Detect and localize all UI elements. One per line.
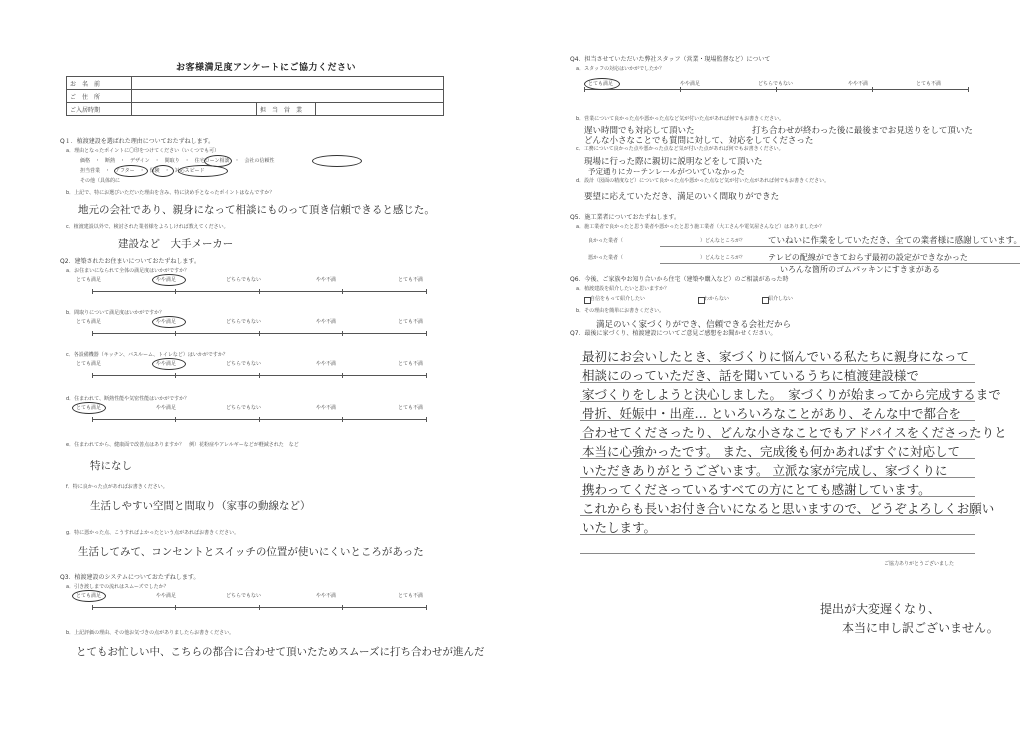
q1-reasons-row2: 担当営業 ・ アフター ・ 保険 ・ 対応スピード xyxy=(80,168,205,174)
scale-tick xyxy=(342,331,343,336)
q1-b-label: b．上記で、特にお選びいただいた理由を含み、特に決め手となったポイントはなんですか？ xyxy=(66,190,275,196)
q7-line: 最初にお会いしたとき、家づくりに悩んでいる私たちに親身になって xyxy=(582,349,970,364)
q6-option-recommend: 自信をもって紹介したい xyxy=(590,296,646,302)
q2-f-label: f．特に良かった点があればお書きください。 xyxy=(66,484,168,490)
q4-c-label: c．工務について良かった点や悪かった点など気が付いた点があれば何でもお書きください。 xyxy=(576,146,784,152)
selected-mark xyxy=(584,78,620,90)
scale-label: やや満足 xyxy=(156,319,177,325)
scale-label: やや満足 xyxy=(156,361,177,367)
scale-label: やや満足 xyxy=(156,593,177,599)
scale-tick xyxy=(259,373,260,378)
q5-good-underline xyxy=(660,246,1020,247)
apology-line-2: 本当に申し訳ございません。 xyxy=(842,621,999,635)
scale-label: やや不満 xyxy=(848,81,869,87)
q4-b-label: b．営業について良かった点や悪かった点など気が付いた点があれば何でもお書きください。 xyxy=(576,116,785,122)
circle-mark-speed xyxy=(178,165,228,177)
q1-heading: Q１．植渡建設を選ばれた理由についておたずねします。 xyxy=(60,138,215,145)
q4-d-answer: 要望に応えていただき、満足のいく間取りができた xyxy=(584,192,780,202)
scale-tick xyxy=(426,289,427,294)
scale-tick xyxy=(175,417,176,422)
scale-label: とても不満 xyxy=(398,277,424,283)
circle-mark-after xyxy=(114,165,148,177)
scale-tick xyxy=(92,417,93,422)
q3-b-label: b．上記評価の理由、その他お気づきの点がありましたらお書きください。 xyxy=(66,630,235,636)
thanks-note: ご協力ありがとうございました xyxy=(884,561,955,567)
q1-c-answer: 建設など 大手メーカー xyxy=(118,238,234,250)
q7-line: 相談にのっていただき、話を聞いているうちに植渡建設様で xyxy=(582,368,919,383)
checkbox-unsure[interactable] xyxy=(698,297,705,304)
scale-label: どちらでもない xyxy=(226,405,261,411)
scale-label: とても不満 xyxy=(916,81,942,87)
q1-reasons-row3: その他（具体的に xyxy=(80,178,121,184)
selected-mark xyxy=(152,358,186,370)
scale-tick xyxy=(426,417,427,422)
scale-tick xyxy=(92,331,93,336)
q2-e-label: e．住まわれてから、健康面で改善点はありますか？ 例）花粉症やアレルギーなどが軽減された など xyxy=(66,442,299,448)
scale-tick xyxy=(92,605,93,610)
scale-label: やや満足 xyxy=(156,405,177,411)
q3-b-answer: とてもお忙しい中、こちらの都合に合わせて頂いたためスムーズに打ち合わせが進んだ xyxy=(76,646,485,658)
q5-bad-label: 悪かった業者（ xyxy=(588,255,624,261)
q7-line: いたします。 xyxy=(582,520,657,535)
staff-label: 担 当 営 業 xyxy=(257,103,316,116)
scale-label: やや不満 xyxy=(316,405,337,411)
move-in-field xyxy=(132,103,257,116)
q3-heading: Q3．植渡建設のシステムについておたずねします。 xyxy=(60,574,200,581)
scale-label: どちらでもない xyxy=(226,593,261,599)
q1-b-answer: 地元の会社であり、親身になって相談にものって頂き信頼できると感じた。 xyxy=(78,204,435,216)
q4-a-label: a．スタッフの対応はいかがでしたか？ xyxy=(576,66,665,72)
selected-mark xyxy=(152,316,186,328)
scale-label: やや満足 xyxy=(156,277,177,283)
address-field xyxy=(132,90,444,103)
rating-scale-q2c xyxy=(76,361,436,387)
scale-label: とても不満 xyxy=(398,361,424,367)
name-field xyxy=(132,77,444,90)
rating-scale-q2b xyxy=(76,319,436,345)
checkbox-no[interactable] xyxy=(762,297,769,304)
scale-tick xyxy=(175,331,176,336)
scale-tick xyxy=(342,289,343,294)
q5-a-label: a．施工業者で良かったと思う業者や悪かったと思う施工業者（大工さんや電気屋さんなど）はありましたか？ xyxy=(576,224,825,230)
scale-label: どちらでもない xyxy=(758,81,793,87)
q5-good-hint: ）どんなところが？ xyxy=(700,238,746,244)
staff-field xyxy=(316,103,444,116)
scale-label: とても満足 xyxy=(588,81,614,87)
q4-heading: Q4．担当させていただいた弊社スタッフ（営業・現場監督など）について xyxy=(570,56,771,63)
customer-info-table xyxy=(66,76,444,116)
scale-tick xyxy=(776,87,777,92)
q7-line: 本当に心強かったです。 また、完成後も何かあればすぐに対応して xyxy=(582,444,960,459)
q1-c-label: c．植渡建設以外で、検討された業者様をよろしければ教えてください。 xyxy=(66,224,229,230)
checkbox-recommend[interactable] xyxy=(584,297,591,304)
q7-line: 骨折、妊娠中・出産… といろいろなことがあり、そんな中で都合を xyxy=(582,406,961,421)
scale-label: やや不満 xyxy=(316,277,337,283)
q5-bad-answer1: テレビの配線ができておらず最初の設定ができなかった xyxy=(768,253,968,262)
scale-label: とても不満 xyxy=(398,405,424,411)
selected-mark xyxy=(72,590,106,602)
rating-scale-q2d xyxy=(76,405,436,431)
scale-label: とても満足 xyxy=(76,361,102,367)
scale-tick xyxy=(342,417,343,422)
q5-heading: Q5．施工業者についておたずねします。 xyxy=(570,214,680,221)
scale-label: どちらでもない xyxy=(226,319,261,325)
name-label: お 名 前 xyxy=(67,77,132,90)
scale-tick xyxy=(342,605,343,610)
scale-tick xyxy=(175,605,176,610)
scale-label: どちらでもない xyxy=(226,361,261,367)
scale-label: とても満足 xyxy=(76,405,102,411)
scale-tick xyxy=(968,87,969,92)
q2-b-label: b．間取りについて満足度はいかがですか？ xyxy=(66,310,165,316)
q2-f-answer: 生活しやすい空間と間取り（家事の動線など） xyxy=(90,500,311,512)
q7-line: 家づくりをしようと決心しました。 家づくりが始まってから完成するまで xyxy=(582,387,1001,402)
scale-label: やや満足 xyxy=(680,81,701,87)
q6-a-label: a．植渡建設を紹介したいと思いますか？ xyxy=(576,286,670,292)
q4-b-answer1: 遅い時間でも対応して頂いた xyxy=(584,126,695,136)
q2-a-label: a．お住まいになられて全体の満足度はいかがですか？ xyxy=(66,268,190,274)
q3-a-label: a．引き渡しまでの流れはスムーズでしたか？ xyxy=(66,584,169,590)
scale-tick xyxy=(259,331,260,336)
address-label: ご 住 所 xyxy=(67,90,132,103)
scale-tick xyxy=(175,373,176,378)
q2-c-label: c．各設備機器（キッチン、バスルーム、トイレなど）はいかがですか？ xyxy=(66,352,228,358)
q2-e-answer: 特になし xyxy=(90,460,132,472)
selected-mark xyxy=(72,402,106,414)
scale-label: とても不満 xyxy=(398,593,424,599)
q2-heading: Q2．建築されたお住まいについておたずねします。 xyxy=(60,258,200,265)
circle-mark-insurance xyxy=(152,165,174,177)
q2-g-answer: 生活してみて、コンセントとスイッチの位置が使いにくいところがあった xyxy=(78,546,424,558)
q6-options xyxy=(582,296,794,305)
scale-label: とても不満 xyxy=(398,319,424,325)
q2-d-label: d．住まわれて、断熱性能や気密性能はいかがですか？ xyxy=(66,396,190,402)
apology-line-1: 提出が大変遅くなり、 xyxy=(820,602,941,616)
q6-option-unsure: わからない xyxy=(704,296,730,302)
q4-b-answer2: 打ち合わせが終わった後に最後までお見送りをして頂いた xyxy=(752,126,973,136)
scale-tick xyxy=(426,605,427,610)
q4-c-answer1: 現場に行った際に親切に説明などをして頂いた xyxy=(584,157,763,167)
scale-tick xyxy=(92,289,93,294)
q5-good-label: 良かった業者（ xyxy=(588,238,624,244)
page-title: お客様満足度アンケートにご協力ください xyxy=(176,63,356,73)
q5-bad-hint: ）どんなところが？ xyxy=(700,255,746,261)
q7-line: 携わってくださっているすべての方にとても感謝しています。 xyxy=(582,482,931,497)
scale-tick xyxy=(259,605,260,610)
scale-label: どちらでもない xyxy=(226,277,261,283)
rating-scale-q2a xyxy=(76,277,436,303)
q4-d-label: d．設計（図面の精度など）について良かった点や悪かった点など気が付いた点があれば何でもお書きください。 xyxy=(576,178,830,184)
scale-label: とても満足 xyxy=(76,277,102,283)
q7-line: これからも長いお付き合いになると思いますので、どうぞよろしくお願い xyxy=(582,501,995,516)
q6-option-no: 紹介しない xyxy=(768,296,794,302)
q7-heading: Q7．最後に家づくり、植渡建設についてご意見ご感想をお聞かせください。 xyxy=(570,330,777,337)
scale-label: やや不満 xyxy=(316,593,337,599)
scale-label: とても満足 xyxy=(76,593,102,599)
q5-bad-answer2: いろんな箇所のゴムパッキンにすきまがある xyxy=(780,265,940,274)
scale-tick xyxy=(259,289,260,294)
scale-tick xyxy=(342,373,343,378)
scale-label: やや不満 xyxy=(316,361,337,367)
move-in-label: ご入居時期 xyxy=(67,103,132,116)
q2-g-label: g．特に悪かった点、こうすればよかったという点があればお書きください。 xyxy=(66,530,240,536)
scale-label: やや不満 xyxy=(316,319,337,325)
q7-line: 合わせてくださったり、どんな小さなことでもアドバイスをくださったりと xyxy=(582,425,1007,440)
q4-c-answer2: 予定通りにカーテンレールがついていなかった xyxy=(588,167,745,176)
q6-b-label: b．その理由を簡単にお書きください。 xyxy=(576,308,665,314)
ruled-line xyxy=(580,553,975,554)
scale-tick xyxy=(92,373,93,378)
scale-tick xyxy=(426,331,427,336)
q4-b-answer3: どんな小さなことでも質問に対して、対応をしてくださった xyxy=(584,136,814,146)
q7-line: いただきありがとうございます。 立派な家が完成し、家づくりに xyxy=(582,463,948,478)
rating-scale-q4a xyxy=(582,77,972,101)
scale-tick xyxy=(584,87,585,92)
scale-tick xyxy=(872,87,873,92)
rating-scale-q3a xyxy=(76,593,436,619)
q1-reasons-row1: 価格 ・ 断熱 ・ デザイン ・ 間取り ・ 住宅ローン相談 ・ 会社の信頼性 xyxy=(80,158,275,164)
scale-tick xyxy=(259,417,260,422)
q1-a-label: a．理由となったポイントに〇印をつけてください（いくつでも可） xyxy=(66,148,220,154)
circle-mark-trust xyxy=(312,155,362,167)
scale-tick xyxy=(175,289,176,294)
q5-good-answer: ていねいに作業をしていただき、全ての業者様に感謝しています。 xyxy=(768,236,1022,246)
scale-label: とても満足 xyxy=(76,319,102,325)
q6-b-answer: 満足のいく家づくりができ、信頼できる会社だから xyxy=(596,320,792,330)
selected-mark xyxy=(152,274,186,286)
scale-tick xyxy=(680,87,681,92)
scale-tick xyxy=(426,373,427,378)
q6-heading: Q6．今後、ご家族やお知り合いから住宅（建築や購入など）のご相談があった時 xyxy=(570,276,789,283)
